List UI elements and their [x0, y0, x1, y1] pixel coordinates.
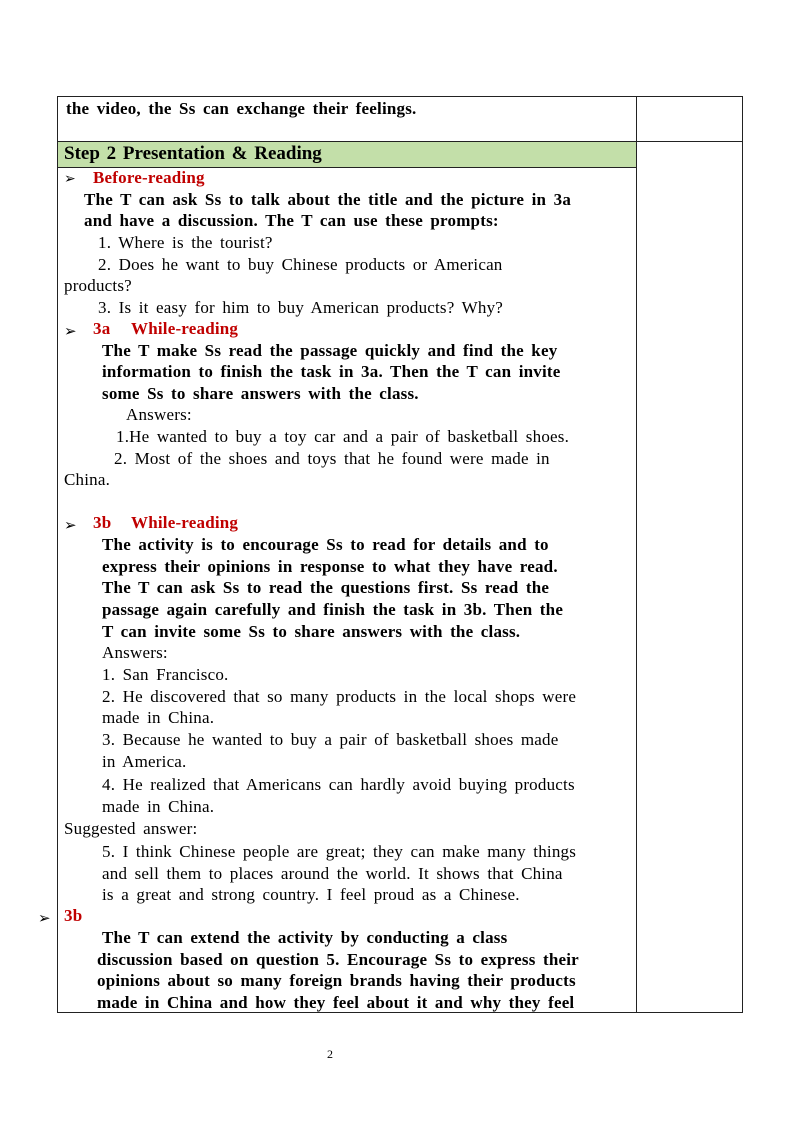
row-side-cell	[636, 141, 743, 1013]
section-3b-line: passage again carefully and finish the task in 3b. Then the	[102, 600, 564, 619]
section-3a-line: The T make Ss read the passage quickly and find the key	[102, 341, 558, 360]
section-3b-line: T can invite some Ss to share answers with the class.	[102, 622, 521, 641]
top-row-text: the video, the Ss can exchange their feelings.	[66, 99, 417, 118]
suggested-line: and sell them to places around the world. It shows that China	[102, 864, 563, 883]
answer-line: 3. Because he wanted to buy a pair of basketball shoes made	[102, 730, 559, 749]
answer-line: made in China.	[102, 708, 215, 727]
before-reading-heading: Before-reading	[93, 168, 205, 187]
answer-line: 2. Most of the shoes and toys that he found were made in	[114, 449, 550, 468]
bullet-arrow-icon: ➢	[64, 172, 76, 187]
answers-label: Answers:	[102, 643, 168, 662]
answers-label: Answers:	[126, 405, 192, 424]
answer-line: 4. He realized that Americans can hardly avoid buying products	[102, 775, 575, 794]
section-3a-label: 3a	[93, 319, 111, 338]
prompt-line: 2. Does he want to buy Chinese products or American	[98, 255, 503, 274]
section-3b-label: 3b	[93, 513, 112, 532]
section-3a-line: information to finish the task in 3a. Then the T can invite	[102, 362, 561, 381]
section-3b-line: express their opinions in response to what they have read.	[102, 557, 558, 576]
suggested-answer-label: Suggested answer:	[64, 819, 198, 838]
row-top-side-cell	[636, 96, 743, 142]
answer-line: 2. He discovered that so many products in the local shops were	[102, 687, 577, 706]
section-3b-line: The activity is to encourage Ss to read for details and to	[102, 535, 549, 554]
suggested-line: 5. I think Chinese people are great; they can make many things	[102, 842, 577, 861]
before-reading-line: The T can ask Ss to talk about the title and the picture in 3a	[84, 190, 572, 209]
answer-line: made in China.	[102, 797, 215, 816]
page-number: 2	[327, 1047, 333, 1061]
answer-line: 1. San Francisco.	[102, 665, 229, 684]
bullet-arrow-icon: ➢	[38, 911, 51, 927]
bullet-arrow-icon: ➢	[64, 518, 77, 534]
extension-line: discussion based on question 5. Encourage Ss to express their	[97, 950, 579, 969]
extension-line: opinions about so many foreign brands having their products	[97, 971, 576, 990]
extension-line: made in China and how they feel about it and why they feel	[97, 993, 575, 1012]
suggested-line: is a great and strong country. I feel proud as a Chinese.	[102, 885, 520, 904]
section-3b-line: The T can ask Ss to read the questions first. Ss read the	[102, 578, 550, 597]
section-3a-line: some Ss to share answers with the class.	[102, 384, 419, 403]
answer-line: China.	[64, 470, 111, 489]
prompt-line: products?	[64, 276, 132, 295]
before-reading-line: and have a discussion. The T can use these prompts:	[84, 211, 499, 230]
prompt-line: 3. Is it easy for him to buy American products? Why?	[98, 298, 504, 317]
section-3a-heading: While-reading	[131, 319, 239, 338]
answer-line: in America.	[102, 752, 187, 771]
answer-line: 1.He wanted to buy a toy car and a pair of basketball shoes.	[116, 427, 570, 446]
extension-3b-label: 3b	[64, 906, 83, 925]
section-3b-heading: While-reading	[131, 513, 239, 532]
prompt-line: 1. Where is the tourist?	[98, 233, 273, 252]
extension-line: The T can extend the activity by conducting a class	[102, 928, 508, 947]
step-title: Step 2 Presentation & Reading	[64, 143, 322, 164]
bullet-arrow-icon: ➢	[64, 324, 77, 340]
